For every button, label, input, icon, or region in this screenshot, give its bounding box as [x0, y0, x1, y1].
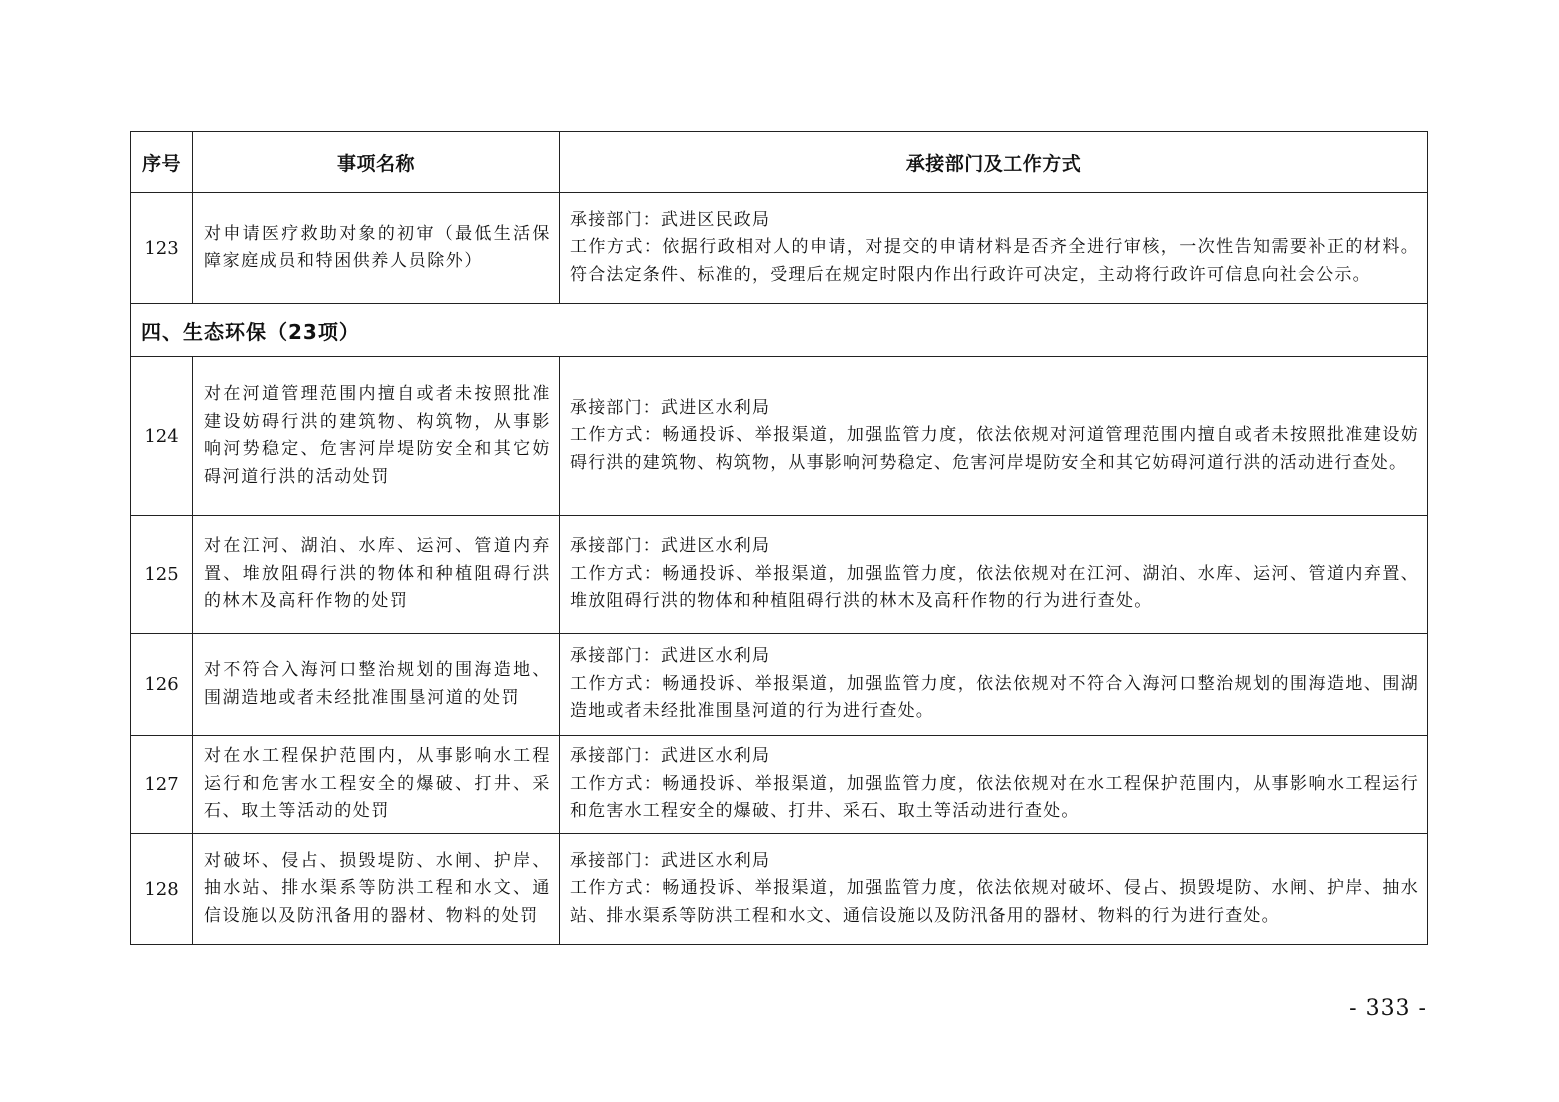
table-row — [131, 357, 1428, 516]
dept-line: 承接部门：武进区水利局 — [570, 397, 771, 418]
item-dept — [560, 357, 1428, 516]
row-number: 128 — [131, 834, 193, 945]
item-dept — [560, 193, 1428, 304]
table-row — [131, 736, 1428, 834]
item-name: 对在江河、湖泊、水库、运河、管道内弃置、堆放阻碍行洪的物体和种植阻碍行洪的林木及高秆作物的处罚 — [193, 516, 560, 634]
page-number: - 333 - — [1349, 996, 1427, 1021]
item-dept — [560, 834, 1428, 945]
items-table — [130, 131, 1428, 945]
method-text: 工作方式：畅通投诉、举报渠道，加强监管力度，依法依规对河道管理范围内擅自或者未按照批准建设妨碍行洪的建筑物、构筑物，从事影响河势稳定、危害河岸堤防安全和其它妨碍河道行洪的活动进行查处。 — [570, 425, 1419, 473]
dept-line: 承接部门：武进区水利局 — [570, 536, 771, 557]
dept-line: 承接部门：武进区水利局 — [570, 850, 771, 871]
row-number: 125 — [131, 516, 193, 634]
method-text: 工作方式：畅通投诉、举报渠道，加强监管力度，依法依规对在水工程保护范围内，从事影响水工程运行和危害水工程安全的爆破、打井、采石、取土等活动进行查处。 — [570, 773, 1419, 822]
section-row — [131, 304, 1428, 357]
row-number: 127 — [131, 736, 193, 834]
item-dept — [560, 736, 1428, 834]
section-title: 四、生态环保（23项） — [131, 304, 1428, 357]
row-number: 123 — [131, 193, 193, 304]
row-number: 126 — [131, 634, 193, 736]
item-dept — [560, 516, 1428, 634]
item-name: 对不符合入海河口整治规划的围海造地、围湖造地或者未经批准围垦河道的处罚 — [193, 634, 560, 736]
dept-line: 承接部门：武进区民政局 — [570, 209, 771, 230]
table-header-row — [131, 132, 1428, 193]
header-no: 序号 — [131, 132, 193, 193]
item-name: 对破坏、侵占、损毁堤防、水闸、护岸、抽水站、排水渠系等防洪工程和水文、通信设施以及防汛备用的器材、物料的处罚 — [193, 834, 560, 945]
dept-line: 承接部门：武进区水利局 — [570, 646, 771, 667]
method-text: 工作方式：依据行政相对人的申请，对提交的申请材料是否齐全进行审核，一次性告知需要补正的材料。符合法定条件、标准的，受理后在规定时限内作出行政许可决定，主动将行政许可信息向社会公示。 — [570, 237, 1419, 285]
table-row — [131, 634, 1428, 736]
header-name: 事项名称 — [193, 132, 560, 193]
dept-line: 承接部门：武进区水利局 — [570, 746, 771, 767]
row-number: 124 — [131, 357, 193, 516]
table-row — [131, 516, 1428, 634]
table-row — [131, 834, 1428, 945]
item-name: 对在河道管理范围内擅自或者未按照批准建设妨碍行洪的建筑物、构筑物，从事影响河势稳定、危害河岸堤防安全和其它妨碍河道行洪的活动处罚 — [193, 357, 560, 516]
item-name: 对申请医疗救助对象的初审（最低生活保障家庭成员和特困供养人员除外） — [193, 193, 560, 304]
method-text: 工作方式：畅通投诉、举报渠道，加强监管力度，依法依规对破坏、侵占、损毁堤防、水闸、护岸、抽水站、排水渠系等防洪工程和水文、通信设施以及防汛备用的器材、物料的行为进行查处。 — [570, 878, 1419, 926]
item-name: 对在水工程保护范围内，从事影响水工程运行和危害水工程安全的爆破、打井、采石、取土等活动的处罚 — [193, 736, 560, 834]
method-text: 工作方式：畅通投诉、举报渠道，加强监管力度，依法依规对在江河、湖泊、水库、运河、管道内弃置、堆放阻碍行洪的物体和种植阻碍行洪的林木及高秆作物的行为进行查处。 — [570, 563, 1419, 612]
item-dept — [560, 634, 1428, 736]
table-row — [131, 193, 1428, 304]
header-dept: 承接部门及工作方式 — [560, 132, 1428, 193]
method-text: 工作方式：畅通投诉、举报渠道，加强监管力度，依法依规对不符合入海河口整治规划的围海造地、围湖造地或者未经批准围垦河道的行为进行查处。 — [570, 673, 1419, 722]
